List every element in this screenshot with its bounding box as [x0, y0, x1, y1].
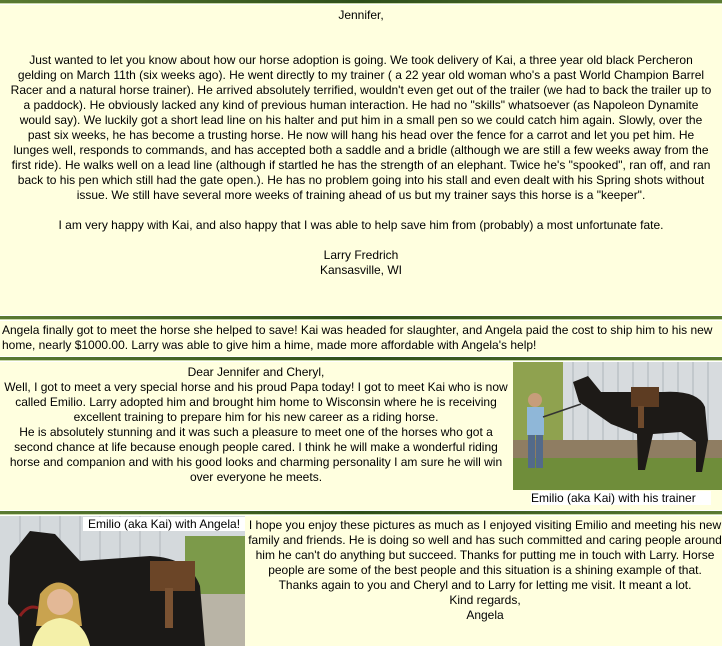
- letter2-para2: He is absolutely stunning and it was such a pleasure to meet one of the horses who got a second chance at life because enough people cared. I think he will make a wonderful riding horse and companion and with his good looks and charming personality I am sure he will win over everyone he meets.: [9, 425, 503, 484]
- adoption-note: Angela finally got to meet the horse she helped to save! Kai was headed for slaughter, and Angela paid the cost to ship him to his new home, nearly $1000.00. Larry was able to give him a hime, made more affordable with Angela's help!: [2, 323, 713, 352]
- trainer-photo: [513, 362, 722, 490]
- divider-1: [0, 316, 722, 319]
- angela-photo: [0, 516, 245, 646]
- letter1-closing: I am very happy with Kai, and also happy that I was able to help save him from (probably) a most unfortunate fate.: [58, 218, 664, 232]
- divider-2: [0, 357, 722, 360]
- letter1-signature-name: Larry Fredrich: [323, 248, 399, 262]
- letter2-signature: Angela: [466, 608, 504, 622]
- horse-with-trainer-illustration: [513, 362, 722, 490]
- angela-photo-caption: Emilio (aka Kai) with Angela!: [83, 517, 245, 531]
- trainer-photo-caption: Emilio (aka Kai) with his trainer: [531, 491, 711, 505]
- larry-letter-panel: [0, 5, 722, 315]
- angela-letter-continued-text: [248, 518, 722, 623]
- letter2-regards: Kind regards,: [449, 593, 521, 607]
- angela-letter-text: [0, 365, 512, 485]
- letter2-para3: I hope you enjoy these pictures as much as I enjoyed visiting Emilio and meeting his new family and friends. He is doing so well and has such committed and caring people around him he can't do anything but succeed. Thanks for putting me in touch with Larry. Horse people are some of the best people and this situation is a shining example of that. Thanks again to you and Cheryl and to Larry for letting me visit. It meant a lot.: [248, 518, 722, 592]
- letter1-greeting: Jennifer,: [338, 8, 384, 22]
- letter2-para1: Well, I got to meet a very special horse and his proud Papa today! I got to meet Kai who is now called Emilio. Larry adopted him and brought him home to Wisconsin where he is receiving excellent training to prepare him for his new career as a riding horse.: [4, 380, 508, 424]
- divider-top: [0, 0, 722, 3]
- adoption-note-panel: [0, 321, 722, 356]
- angela-letter-panel: [0, 362, 722, 510]
- horse-with-angela-illustration: [0, 516, 245, 646]
- divider-3: [0, 511, 722, 514]
- letter1-body: Just wanted to let you know about how our horse adoption is going. We took delivery of Kai, a three year old black Percheron gelding on March 11th (six weeks ago). He went directly to my trainer ( a 22 year old woman who's a past World Champion Barrel Racer and a natural horse trainer). He arrived absolutely terrified, wouldn't even get out of the trailer (we had to back the trailer up to a paddock). He obviously lacked any kind of previous human interaction. He had no "skills" whatsoever (as Napoleon Dynamite would say). We luckily got a short lead line on his halter and put him in a small pen so we could catch him again. Slowly, over the past six weeks, he has become a trusting horse. He now will hang his head over the fence for a carrot and let you pet him. He lunges well, responds to commands, and has accepted both a saddle and a bridle (although we are still a few weeks away from the first ride). He walks well on a lead line (although if startled he has the strength of an elephant. Twice he's "spooked", ran off, and ran back to his pen which still had the gate open.). He has no problem going into his stall and even dealt with his Spring shots without issue. We still have several more weeks of training ahead of us but my trainer says this horse is a "keeper".: [10, 53, 712, 202]
- letter2-greeting: Dear Jennifer and Cheryl,: [187, 365, 325, 379]
- letter1-signature-place: Kansasville, WI: [319, 263, 403, 277]
- angela-letter-continued-panel: [0, 516, 722, 646]
